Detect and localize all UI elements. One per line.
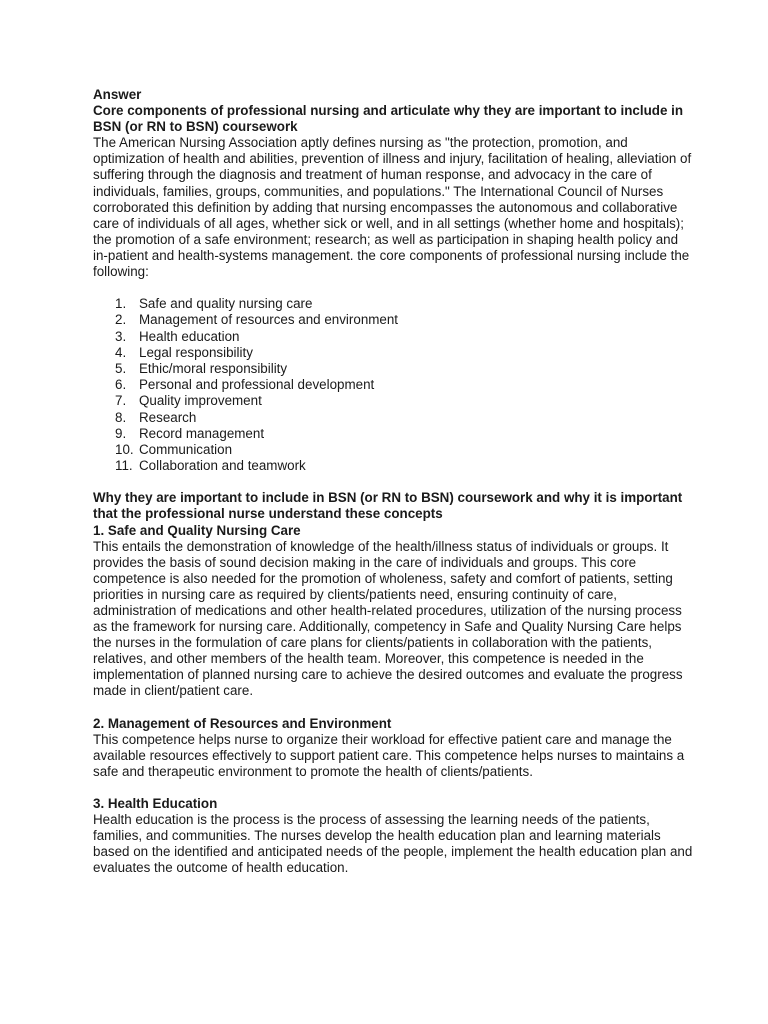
list-item	[115, 441, 693, 458]
list-label: Record management	[139, 425, 265, 441]
list-number: 8.	[115, 409, 127, 425]
list-label: Research	[139, 409, 197, 425]
list-item	[115, 360, 693, 377]
intro-paragraph: The American Nursing Association aptly defines nursing as "the protection, promotion, and optimization of health and abilities, prevention of illness and injury, facilitation of healing, alleviation of suffering through the diagnosis and treatment of human response, and advocacy in the care of individuals, families, groups, communities, and populations." The International Council of Nurses corroborated this definition by adding that nursing encompasses the autonomous and collaborative care of individuals of all ages, whether sick or well, and in all settings (whether home and hospitals); the promotion of a safe environment; research; as well as participation in shaping health policy and in-patient and health-systems management. the core components of professional nursing include the following:	[93, 135, 692, 280]
spacer	[93, 700, 693, 716]
list-number: 3.	[115, 328, 127, 344]
spacer	[93, 780, 693, 796]
list-number: 10.	[115, 441, 134, 457]
list-number: 2.	[115, 312, 127, 328]
section-title: 3. Health Education	[93, 795, 218, 811]
list-label: Safe and quality nursing care	[139, 296, 313, 312]
answer-label: Answer	[93, 87, 142, 102]
list-number: 11.	[115, 458, 133, 474]
list-item	[115, 312, 693, 328]
list-number: 7.	[115, 393, 127, 409]
section-body: This entails the demonstration of knowledge of the health/illness status of individuals or groups. It provides the basis of sound decision making in the care of individuals and groups. This core competence is also needed for the promotion of wholeness, safety and comfort of patients, setting priorities in nursing care as required by clients/patients need, ensuring continuity of care, administration of medications and other health-related procedures, utilization of the nursing process as the framework for nursing care. Additionally, competency in Safe and Quality Nursing Care helps the nurses in the formulation of care plans for clients/patients in collaboration with the patients, relatives, and other members of the health team. Moreover, this competence is needed in the implementation of planned nursing care to achieve the desired outcomes and evaluate the progress made in client/patient care.	[93, 538, 683, 699]
list-number: 5.	[115, 360, 127, 376]
section-title: 2. Management of Resources and Environment	[93, 715, 392, 731]
list-item	[115, 377, 693, 393]
section-title: 1. Safe and Quality Nursing Care	[93, 522, 301, 538]
list-item	[115, 393, 693, 409]
list-item	[115, 425, 693, 442]
components-list	[93, 296, 693, 474]
document-page	[93, 87, 693, 876]
list-number: 4.	[115, 344, 127, 360]
list-label: Ethic/moral responsibility	[139, 360, 288, 376]
list-label: Personal and professional development	[139, 377, 375, 393]
list-number: 1.	[115, 296, 127, 312]
secondary-heading: Why they are important to include in BSN (or RN to BSN) coursework and why it is important that the professional nurse understand these concepts	[93, 490, 683, 522]
main-heading: Core components of professional nursing and articulate why they are important to include in BSN (or RN to BSN) coursework	[93, 103, 684, 135]
list-label: Communication	[139, 441, 233, 457]
list-label: Management of resources and environment	[139, 312, 399, 328]
section-body: This competence helps nurse to organize their workload for effective patient care and manage the available resources effectively to support patient care. This competence helps nurses to maintains a safe and therapeutic environment to promote the health of clients/patients.	[93, 731, 685, 779]
list-label: Legal responsibility	[139, 344, 253, 360]
section-body: Health education is the process is the process of assessing the learning needs of the patients, families, and communities. The nurses develop the health education plan and learning materials based on the identified and anticipated needs of the people, implement the health education plan and evaluates the outcome of health education.	[93, 812, 693, 876]
list-item	[115, 328, 693, 345]
list-label: Collaboration and teamwork	[139, 458, 306, 474]
list-label: Quality improvement	[139, 393, 262, 409]
list-number: 6.	[115, 377, 127, 393]
list-label: Health education	[139, 328, 240, 344]
list-item	[115, 296, 693, 312]
list-item	[115, 409, 693, 426]
list-number: 9.	[115, 425, 127, 441]
list-item	[115, 344, 693, 361]
list-item	[115, 458, 693, 474]
